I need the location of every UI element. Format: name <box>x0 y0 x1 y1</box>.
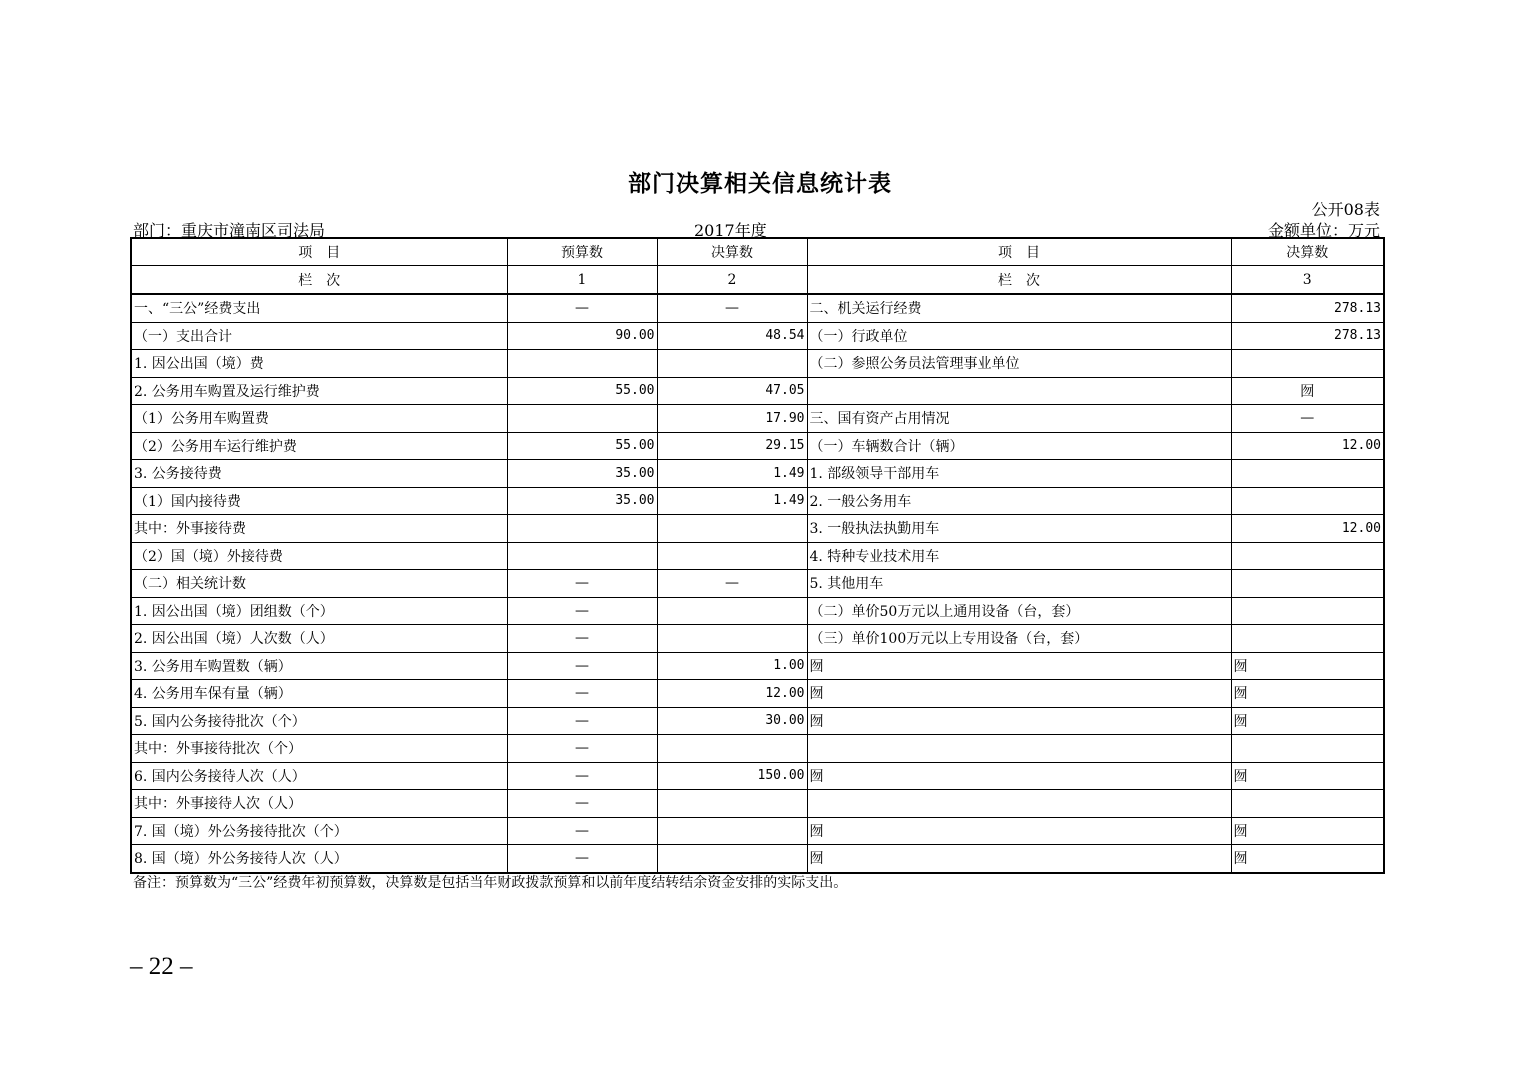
row-item-right: 5. 其他用车 <box>807 570 1231 598</box>
row-final-right <box>1231 625 1384 653</box>
row-budget: — <box>507 294 657 322</box>
row-final: 29.15 <box>657 432 807 460</box>
row-item: 5. 国内公务接待批次（个） <box>131 707 507 735</box>
row-budget: — <box>507 817 657 845</box>
row-final-right: 囫 <box>1231 845 1384 873</box>
row-item-right: 1. 部级领导干部用车 <box>807 460 1231 488</box>
table-row <box>131 845 1384 873</box>
row-final: 150.00 <box>657 762 807 790</box>
row-final: 1.49 <box>657 460 807 488</box>
column-2: 2 <box>657 266 807 295</box>
row-item-right: 二、机关运行经费 <box>807 294 1231 322</box>
row-budget: — <box>507 790 657 818</box>
row-budget: 55.00 <box>507 377 657 405</box>
table-row <box>131 652 1384 680</box>
row-item: 1. 因公出国（境）团组数（个） <box>131 597 507 625</box>
table-row <box>131 762 1384 790</box>
row-final-right <box>1231 597 1384 625</box>
department-label: 部门：重庆市潼南区司法局 <box>133 221 326 240</box>
table-row <box>131 487 1384 515</box>
row-item: （1）公务用车购置费 <box>131 405 507 433</box>
header-final: 决算数 <box>657 238 807 266</box>
row-budget: 35.00 <box>507 460 657 488</box>
amount-unit: 金额单位：万元 <box>1267 221 1380 240</box>
row-final <box>657 515 807 543</box>
row-final: 17.90 <box>657 405 807 433</box>
row-final <box>657 350 807 378</box>
footnote: 备注：预算数为“三公”经费年初预算数，决算数是包括当年财政拨款预算和以前年度结转结余资金安排的实际支出。 <box>133 875 848 891</box>
statistics-table <box>130 237 1385 874</box>
column-label: 栏 次 <box>131 266 507 295</box>
row-final-right <box>1231 542 1384 570</box>
row-final <box>657 597 807 625</box>
row-item: 其中：外事接待费 <box>131 515 507 543</box>
form-number: 公开08表 <box>1311 200 1380 219</box>
row-item: 8. 国（境）外公务接待人次（人） <box>131 845 507 873</box>
row-item: 3. 公务接待费 <box>131 460 507 488</box>
row-final: 47.05 <box>657 377 807 405</box>
row-item: 2. 公务用车购置及运行维护费 <box>131 377 507 405</box>
row-item-right: 囫 <box>807 845 1231 873</box>
row-final: 48.54 <box>657 322 807 350</box>
row-final-right: 12.00 <box>1231 432 1384 460</box>
row-final <box>657 790 807 818</box>
row-budget <box>507 405 657 433</box>
row-item-right: （三）单价100万元以上专用设备（台，套） <box>807 625 1231 653</box>
row-final-right: 囫 <box>1231 817 1384 845</box>
table-row <box>131 790 1384 818</box>
row-budget: — <box>507 652 657 680</box>
row-item-right <box>807 735 1231 763</box>
row-item: （1）国内接待费 <box>131 487 507 515</box>
row-final: 12.00 <box>657 680 807 708</box>
row-item: 1. 因公出国（境）费 <box>131 350 507 378</box>
column-1: 1 <box>507 266 657 295</box>
row-item-right: （二）单价50万元以上通用设备（台，套） <box>807 597 1231 625</box>
row-final <box>657 735 807 763</box>
table-row <box>131 735 1384 763</box>
row-item: 一、“三公”经费支出 <box>131 294 507 322</box>
table-row <box>131 817 1384 845</box>
row-final: 30.00 <box>657 707 807 735</box>
page-title: 部门决算相关信息统计表 <box>628 170 892 197</box>
row-budget <box>507 515 657 543</box>
page-number: – 22 – <box>130 953 193 980</box>
header-item: 项 目 <box>131 238 507 266</box>
row-final-right: 278.13 <box>1231 294 1384 322</box>
row-budget: — <box>507 762 657 790</box>
table-row <box>131 322 1384 350</box>
row-item: 其中：外事接待人次（人） <box>131 790 507 818</box>
table-row <box>131 515 1384 543</box>
row-item-right <box>807 790 1231 818</box>
row-final <box>657 542 807 570</box>
row-final <box>657 845 807 873</box>
row-final-right <box>1231 460 1384 488</box>
table-row <box>131 680 1384 708</box>
row-budget: 55.00 <box>507 432 657 460</box>
row-item-right: （一）车辆数合计（辆） <box>807 432 1231 460</box>
row-budget: — <box>507 570 657 598</box>
column-number-row <box>131 266 1384 295</box>
row-item-right: 囫 <box>807 707 1231 735</box>
row-final-right: 12.00 <box>1231 515 1384 543</box>
row-final-right: 囫 <box>1231 377 1384 405</box>
table-row <box>131 570 1384 598</box>
fiscal-year: 2017年度 <box>694 221 767 240</box>
header-row <box>131 238 1384 266</box>
row-budget: — <box>507 845 657 873</box>
row-budget: — <box>507 597 657 625</box>
row-item: 3. 公务用车购置数（辆） <box>131 652 507 680</box>
row-item: 6. 国内公务接待人次（人） <box>131 762 507 790</box>
row-item-right: 三、国有资产占用情况 <box>807 405 1231 433</box>
row-budget: 90.00 <box>507 322 657 350</box>
row-final-right: 278.13 <box>1231 322 1384 350</box>
row-final: — <box>657 570 807 598</box>
row-final-right <box>1231 570 1384 598</box>
table-row <box>131 377 1384 405</box>
header-final-right: 决算数 <box>1231 238 1384 266</box>
row-final: 1.00 <box>657 652 807 680</box>
row-final: — <box>657 294 807 322</box>
row-item-right: 囫 <box>807 817 1231 845</box>
row-item: 其中：外事接待批次（个） <box>131 735 507 763</box>
table-row <box>131 597 1384 625</box>
column-3: 3 <box>1231 266 1384 295</box>
row-final-right: — <box>1231 405 1384 433</box>
header-budget: 预算数 <box>507 238 657 266</box>
row-budget <box>507 542 657 570</box>
row-final <box>657 625 807 653</box>
row-budget <box>507 350 657 378</box>
header-item-right: 项 目 <box>807 238 1231 266</box>
row-final-right: 囫 <box>1231 652 1384 680</box>
row-item-right: 3. 一般执法执勤用车 <box>807 515 1231 543</box>
row-item: （2）国（境）外接待费 <box>131 542 507 570</box>
row-item: 7. 国（境）外公务接待批次（个） <box>131 817 507 845</box>
row-item-right: 4. 特种专业技术用车 <box>807 542 1231 570</box>
row-final: 1.49 <box>657 487 807 515</box>
row-item-right: 囫 <box>807 652 1231 680</box>
row-final <box>657 817 807 845</box>
row-budget: — <box>507 707 657 735</box>
row-budget: — <box>507 625 657 653</box>
table-row <box>131 460 1384 488</box>
row-item: （二）相关统计数 <box>131 570 507 598</box>
row-item: （一）支出合计 <box>131 322 507 350</box>
row-budget: — <box>507 680 657 708</box>
table-row <box>131 625 1384 653</box>
row-final-right <box>1231 735 1384 763</box>
row-item: （2）公务用车运行维护费 <box>131 432 507 460</box>
table-row <box>131 294 1384 322</box>
row-final-right <box>1231 487 1384 515</box>
row-item-right: 囫 <box>807 680 1231 708</box>
row-item: 2. 因公出国（境）人次数（人） <box>131 625 507 653</box>
row-final-right: 囫 <box>1231 707 1384 735</box>
row-budget: — <box>507 735 657 763</box>
table-row <box>131 350 1384 378</box>
row-item-right <box>807 377 1231 405</box>
table-row <box>131 405 1384 433</box>
row-item: 4. 公务用车保有量（辆） <box>131 680 507 708</box>
row-item-right: （一）行政单位 <box>807 322 1231 350</box>
column-label-right: 栏 次 <box>807 266 1231 295</box>
row-item-right: 2. 一般公务用车 <box>807 487 1231 515</box>
row-item-right: 囫 <box>807 762 1231 790</box>
table-row <box>131 542 1384 570</box>
row-final-right <box>1231 790 1384 818</box>
row-budget: 35.00 <box>507 487 657 515</box>
row-final-right <box>1231 350 1384 378</box>
row-final-right: 囫 <box>1231 762 1384 790</box>
table-row <box>131 432 1384 460</box>
row-item-right: （二）参照公务员法管理事业单位 <box>807 350 1231 378</box>
table-row <box>131 707 1384 735</box>
row-final-right: 囫 <box>1231 680 1384 708</box>
